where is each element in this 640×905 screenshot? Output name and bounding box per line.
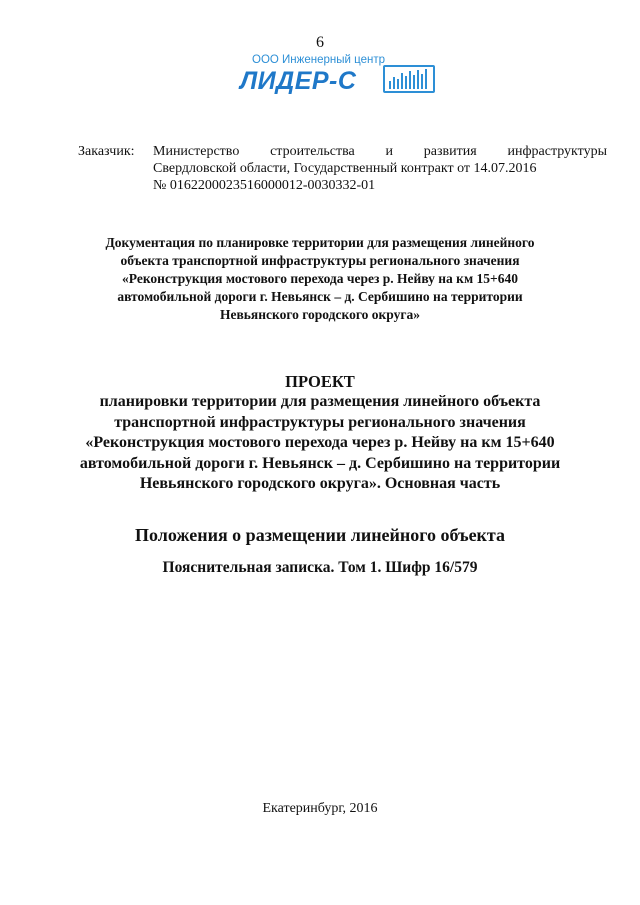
project-title xyxy=(45,392,595,495)
documentation-title-line: Невьянского городского округа» xyxy=(219,307,420,322)
city-and-year: Екатеринбург, 2016 xyxy=(262,801,378,816)
customer-details xyxy=(153,143,607,194)
documentation-title-line: автомобильной дороги г. Невьянск – д. Сербишино на территории xyxy=(117,289,523,304)
project-title-line: транспортной инфраструктуры регионального значения xyxy=(114,413,526,431)
project-label: ПРОЕКТ xyxy=(285,372,355,391)
logo-company-name: ООО Инженерный центр xyxy=(252,54,385,66)
documentation-title-line: «Реконструкция мостового перехода через р. Нейву на км 15+640 xyxy=(122,271,518,286)
bar-chart-icon xyxy=(383,65,435,93)
section-title: Положения о размещении линейного объекта xyxy=(134,525,505,545)
customer-line: Свердловской области, Государственный контракт от 14.07.2016 xyxy=(153,161,537,176)
documentation-title-line: объекта транспортной инфраструктуры регионального значения xyxy=(120,253,520,268)
logo-brand-name: ЛИДЕР-С xyxy=(240,67,357,95)
documentation-title xyxy=(70,234,570,324)
project-title-line: «Реконструкция мостового перехода через р. Нейву на км 15+640 xyxy=(85,434,555,451)
page-number: 6 xyxy=(316,34,324,51)
documentation-title-line: Документация по планировке территории для размещения линейного xyxy=(105,235,535,250)
explanatory-note-title: Пояснительная записка. Том 1. Шифр 16/579 xyxy=(162,559,478,576)
project-title-line: автомобильной дороги г. Невьянск – д. Сербишино на территории xyxy=(79,454,561,472)
customer-label: Заказчик: xyxy=(78,144,135,159)
project-title-line: Невьянского городского округа». Основная часть xyxy=(139,475,501,492)
customer-line: Министерство строительства и развития инфраструктуры xyxy=(153,144,607,159)
customer-line: № 0162200023516000012-0030332-01 xyxy=(153,178,376,193)
company-logo xyxy=(240,53,446,97)
project-title-line: планировки территории для размещения линейного объекта xyxy=(99,393,541,410)
